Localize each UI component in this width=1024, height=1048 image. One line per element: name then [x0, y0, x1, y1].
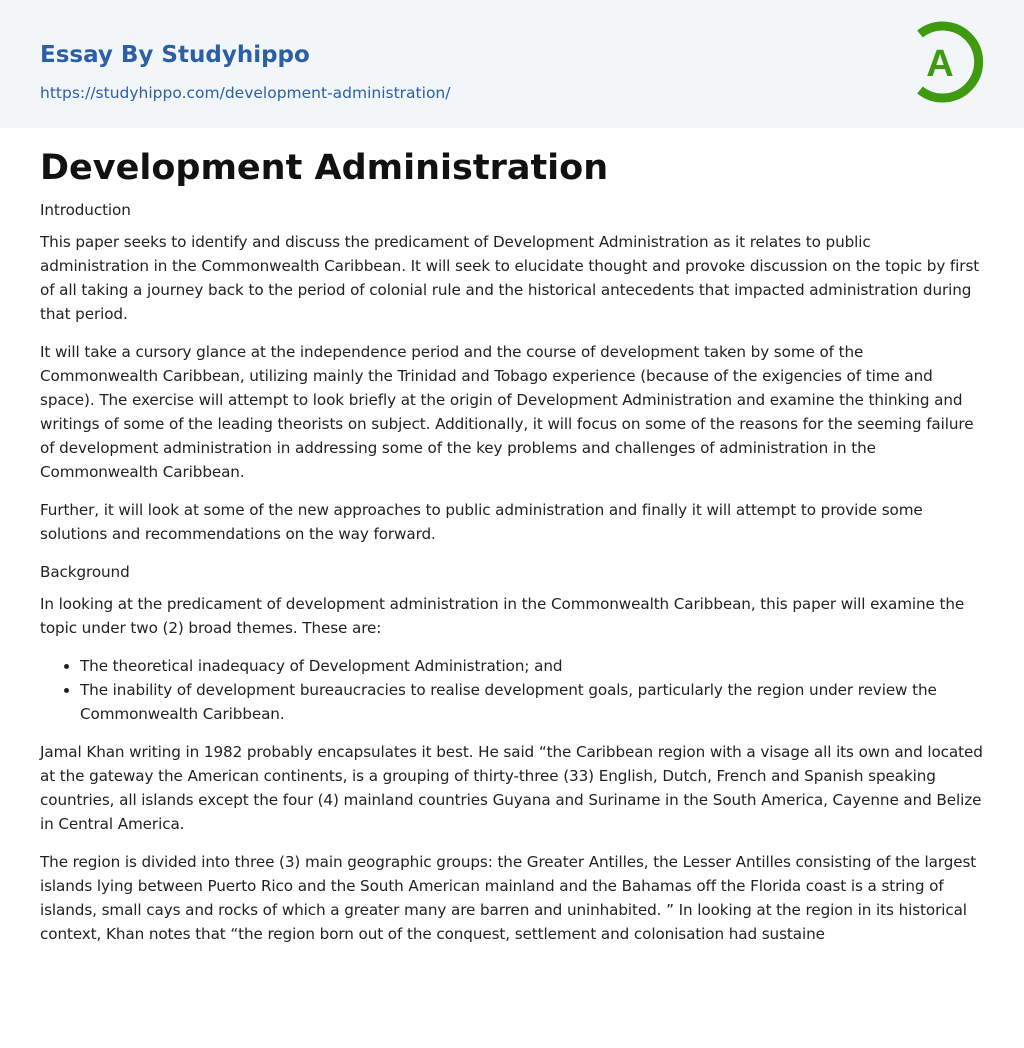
- paragraph: Further, it will look at some of the new approaches to public administration and finally it will attempt to provide some solutions and recommendations on the way forward.: [40, 501, 923, 543]
- paragraph: Jamal Khan writing in 1982 probably encapsulates it best. He said “the Caribbean region with a visage all its own and located at the gateway the American continents, is a grouping of thirty-three (33) English, Dutch, French and Spanish speaking countries, all islands except the four (4) mainland countries Guyana and Suriname in the South America, Cayenne and Belize in Central America.: [40, 743, 983, 833]
- paragraph: It will take a cursory glance at the independence period and the course of development taken by some of the Commonwealth Caribbean, utilizing mainly the Trinidad and Tobago experience (because of the exigencies of time and space). The exercise will attempt to look briefly at the origin of Development Administration and examine the thinking and writings of some of the leading theorists on subject. Additionally, it will focus on some of the reasons for the seeming failure of development administration in addressing some of the key problems and challenges of administration in the Commonwealth Caribbean.: [40, 343, 974, 481]
- svg-text:A: A: [926, 43, 954, 85]
- section-heading-background: Background: [40, 563, 130, 581]
- source-url-link[interactable]: https://studyhippo.com/development-administration/: [40, 84, 451, 102]
- page-title: Development Administration: [40, 148, 609, 188]
- brand-title: Essay By Studyhippo: [40, 42, 310, 68]
- paragraph: In looking at the predicament of development administration in the Commonwealth Caribbean, this paper will examine the topic under two (2) broad themes. These are:: [40, 595, 965, 637]
- paragraph: The region is divided into three (3) main geographic groups: the Greater Antilles, the Lesser Antilles consisting of the largest islands lying between Puerto Rico and the South American mainland and the Bahamas off the Florida coast is a string of islands, small cays and rocks of which a greater many are barren and uninhabited. ” In looking at the region in its historical context, Khan notes that “the region born out of the conquest, settlement and colonisation had sustaine: [40, 853, 977, 943]
- list-item: • The theoretical inadequacy of Development Administration; and: [80, 654, 984, 678]
- site-header: [0, 0, 1024, 128]
- paragraph: This paper seeks to identify and discuss the predicament of Development Administration as it relates to public administration in the Commonwealth Caribbean. It will seek to elucidate thought and provoke discussion on the topic by first of all taking a journey back to the period of colonial rule and the historical antecedents that impacted administration during that period.: [40, 233, 980, 323]
- studyhippo-logo-icon: [912, 20, 986, 104]
- themes-list: [40, 654, 984, 726]
- list-item: • The inability of development bureaucracies to realise development goals, particularly the region under review the Commonwealth Caribbean.: [80, 678, 984, 726]
- section-heading-introduction: Introduction: [40, 201, 131, 219]
- essay-body: [0, 128, 1024, 946]
